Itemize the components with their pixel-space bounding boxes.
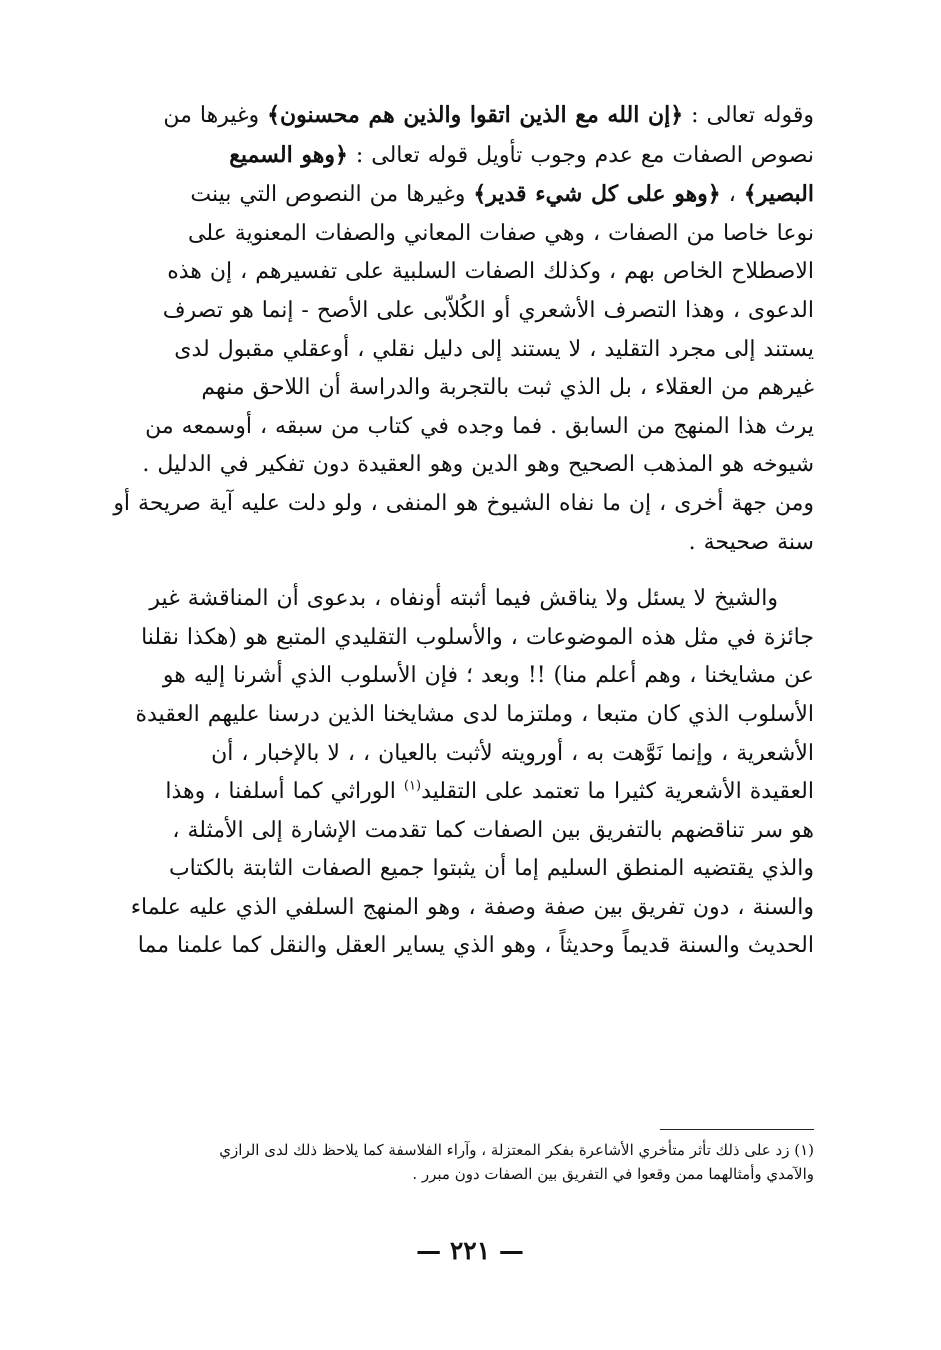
text-segment: العقيدة الأشعرية كثيرا ما تعتمد على التقليد: [421, 779, 814, 805]
footnote-divider: [660, 1129, 814, 1130]
text-line: نوعا خاصا من الصفات ، وهي صفات المعاني والصفات المعنوية على: [188, 220, 814, 246]
footnote-line: والآمدي وأمثالهما ممن وقعوا في التفريق بين الصفات دون مبرر .: [412, 1165, 814, 1183]
text-line: [102, 773, 814, 812]
text-line: والذي يقتضيه المنطق السليم إما أن يثبتوا جميع الصفات الثابتة بالكتاب: [168, 856, 814, 882]
text-line: [102, 136, 814, 176]
page-number: — ٢٢١ —: [416, 1235, 524, 1265]
text-segment: الوراثي كما أسلفنا ، وهذا: [165, 779, 404, 805]
text-line: الدعوى ، وهذا التصرف الأشعري أو الكُلاّبى على الأصح - إنما هو تصرف: [162, 297, 814, 323]
text-line: [102, 175, 814, 215]
quran-quote: ﴿وهو على كل شيء قدير﴾: [473, 181, 721, 208]
text-line: عن مشايخنا ، وهم أعلم منا) !! وبعد ؛ فإن الأسلوب الذي أشرنا إليه هو: [162, 663, 814, 689]
quran-quote: ﴿إن الله مع الذين اتقوا والذين هم محسنون﴾: [267, 102, 684, 128]
text-line: الحديث والسنة قديماً وحديثاً ، وهو الذي يساير العقل والنقل كما علمنا مما: [137, 933, 814, 959]
text-segment: نصوص الصفات مع عدم وجوب تأويل قوله تعالى :: [347, 142, 814, 168]
text-line: الأسلوب الذي كان متبعا ، وملتزما لدى مشايخنا الذين درسنا عليهم العقيدة: [135, 701, 814, 727]
text-line: [102, 96, 814, 136]
text-line: الأشعرية ، وإنما نَوَّهت به ، أورويته لأثبت بالعيان ، ، لا بالإخبار ، أن: [211, 740, 814, 766]
text-line: هو سر تناقضهم بالتفريق بين الصفات كما تقدمت الإشارة إلى الأمثلة ،: [172, 817, 814, 843]
text-line: جائزة في مثل هذه الموضوعات ، والأسلوب التقليدي المتبع هو (هكذا نقلنا: [141, 624, 814, 650]
text-line: يستند إلى مجرد التقليد ، لا يستند إلى دليل نقلي ، أوعقلي مقبول لدى: [174, 336, 814, 362]
paragraph-1: [102, 96, 814, 562]
text-line: الاصطلاح الخاص بهم ، وكذلك الصفات السلبية على تفسيرهم ، إن هذه: [167, 259, 814, 285]
text-line: غيرهم من العقلاء ، بل الذي ثبت بالتجربة والدراسة أن اللاحق منهم: [201, 375, 814, 401]
main-text-block: [102, 96, 814, 966]
quran-quote: البصير﴾: [743, 181, 814, 208]
footnote-block: [102, 1138, 814, 1186]
text-line: ومن جهة أخرى ، إن ما نفاه الشيوخ هو المنفى ، ولو دلت عليه آية صريحة أو: [113, 490, 814, 516]
text-line: سنة صحيحة .: [688, 529, 814, 555]
quran-quote: ﴿وهو السميع: [229, 141, 348, 168]
paragraph-2: [102, 580, 814, 966]
text-line: والشيخ لا يسئل ولا يناقش فيما أثبته أونفاه ، بدعوى أن المناقشة غير: [149, 586, 778, 612]
text-line: شيوخه هو المذهب الصحيح وهو الدين وهو العقيدة دون تفكير في الدليل .: [142, 452, 814, 478]
text-line: يرث هذا المنهج من السابق . فما وجده في كتاب من سبقه ، أوسمعه من: [145, 413, 814, 439]
footnote-reference[interactable]: (١): [403, 778, 422, 794]
text-line: والسنة ، دون تفريق بين صفة وصفة ، وهو المنهج السلفي الذي عليه علماء: [130, 894, 814, 920]
text-segment: وغيرها من النصوص التي بينت: [190, 182, 474, 208]
footnote-line: (١) زد على ذلك تأثر متأخري الأشاعرة بفكر المعتزلة ، وآراء الفلاسفة كما يلاحظ ذلك لدى الرازي: [219, 1141, 814, 1159]
text-segment: وقوله تعالى :: [683, 103, 814, 128]
text-segment: ،: [720, 182, 744, 208]
text-segment: وغيرها من: [163, 103, 268, 128]
